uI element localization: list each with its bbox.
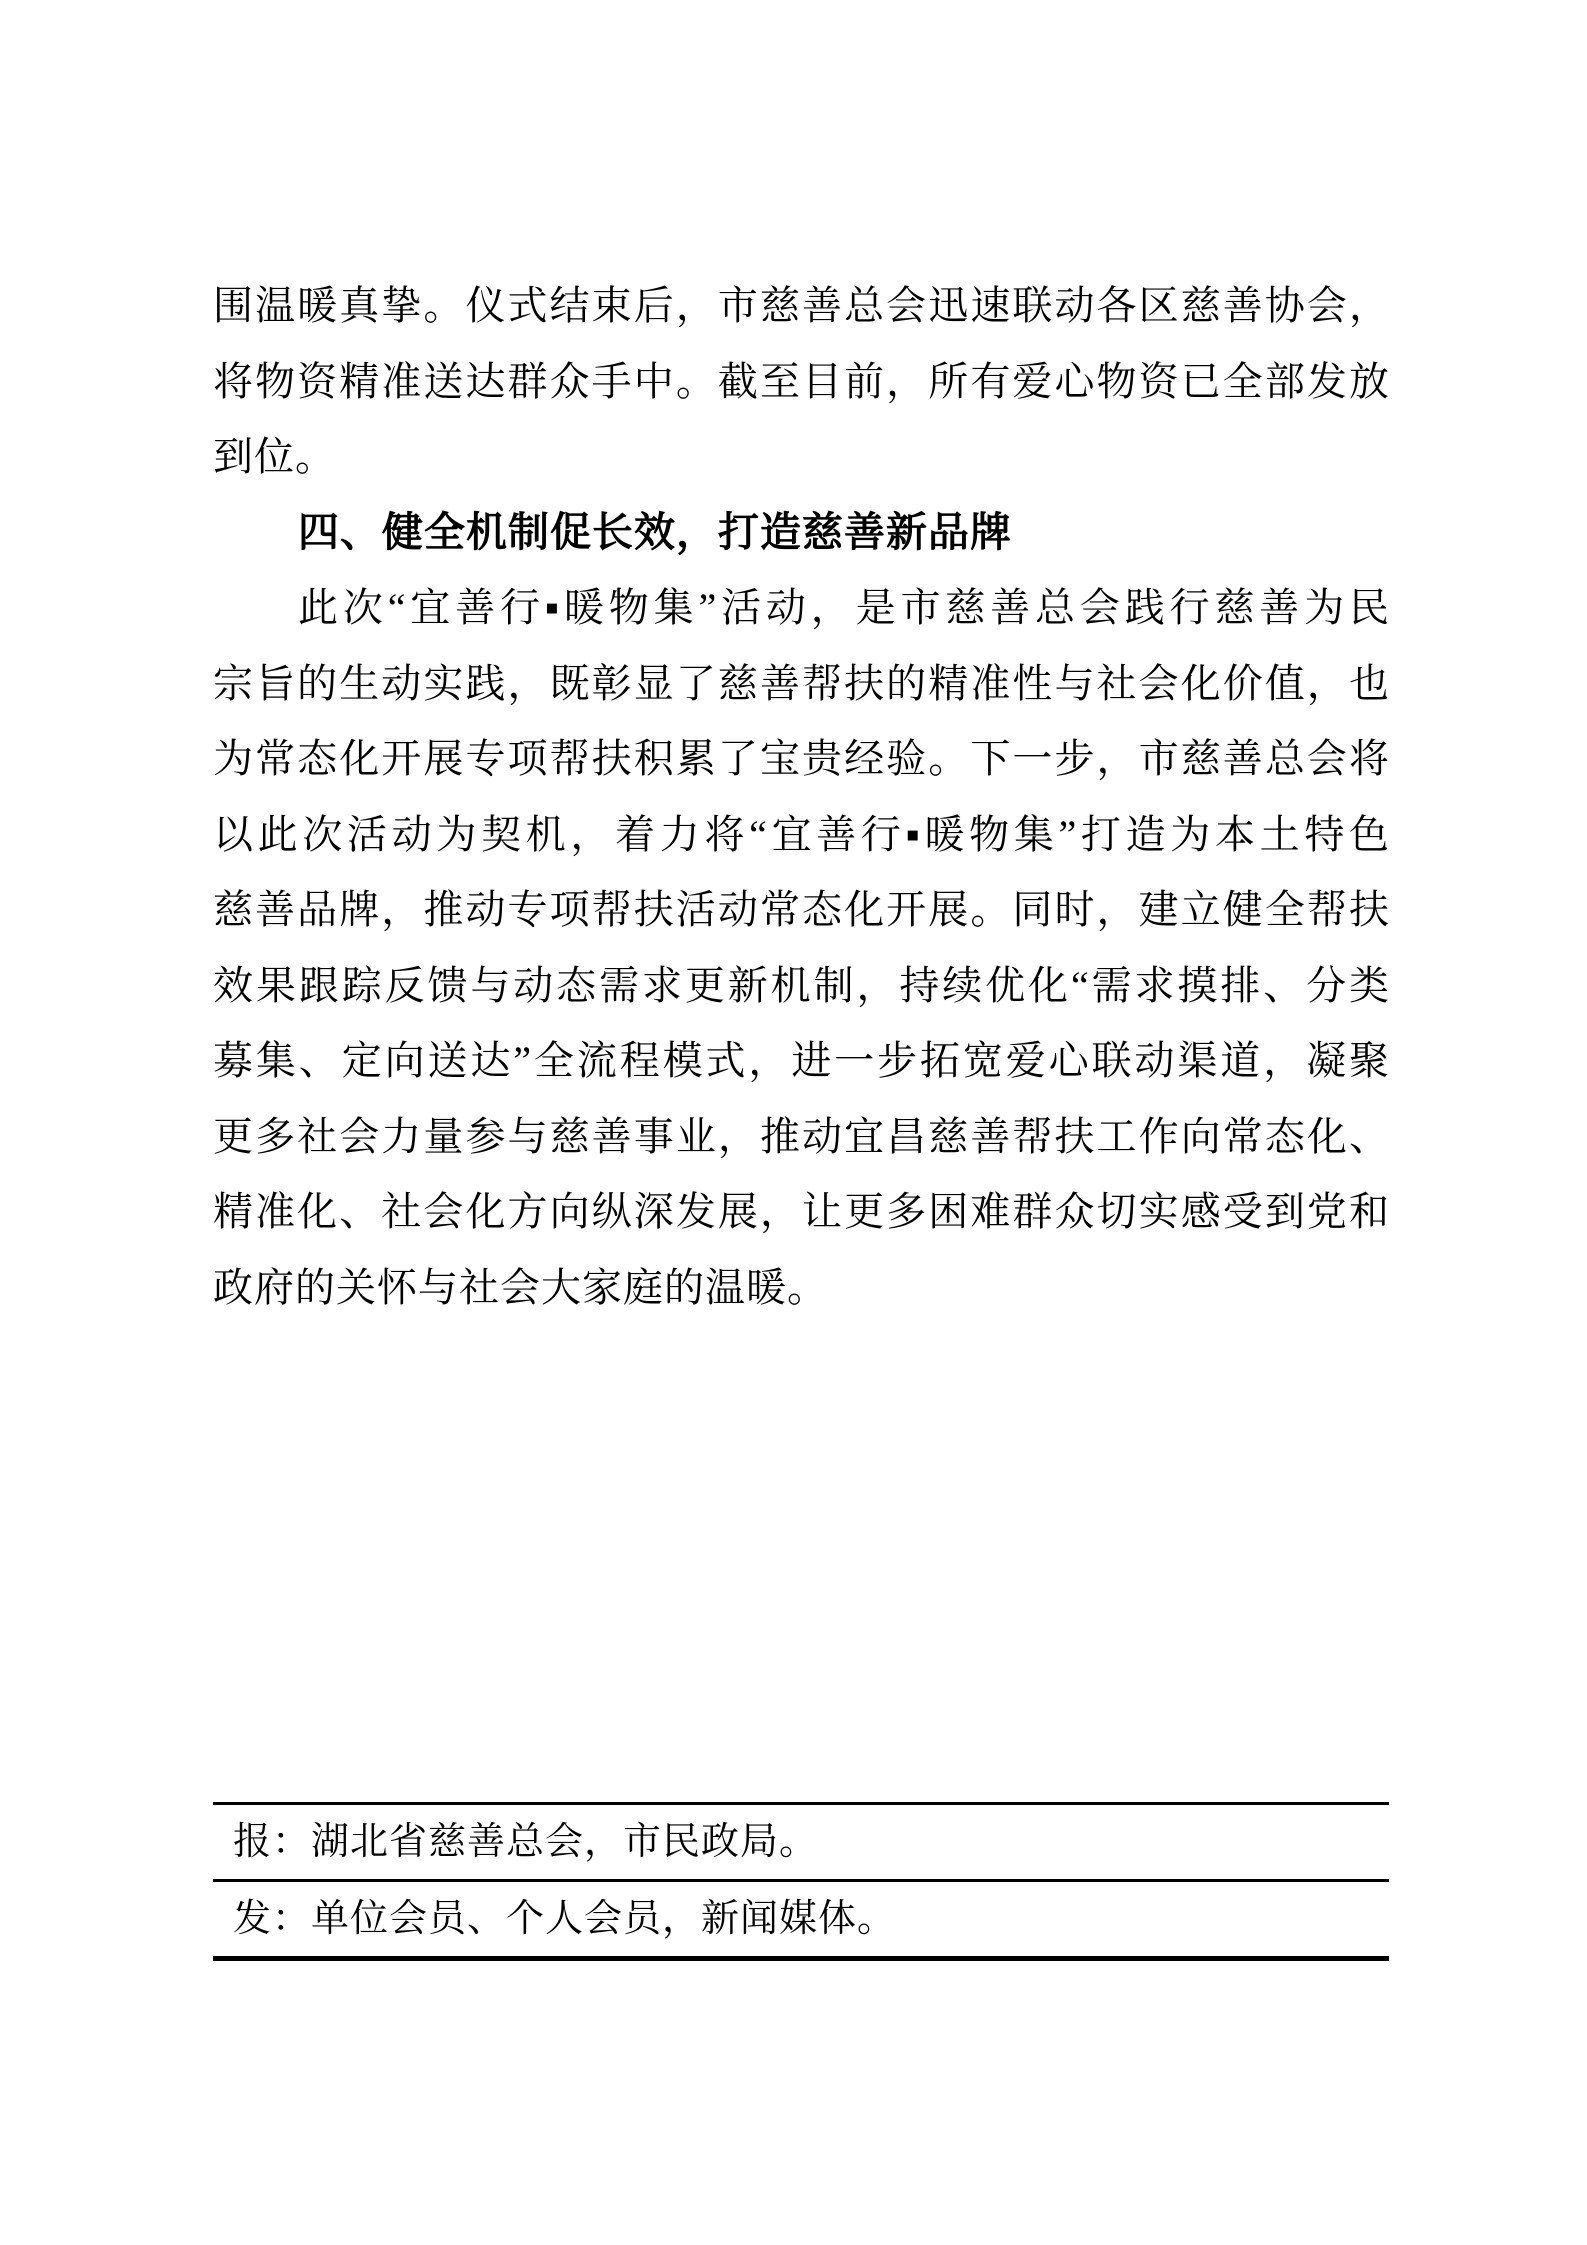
body-line: 围温暖真挚。仪式结束后，市慈善总会迅速联动各区慈善协会， bbox=[213, 283, 1390, 328]
body-line: 政府的关怀与社会大家庭的温暖。 bbox=[213, 1264, 828, 1310]
body-line: 宗旨的生动实践，既彰显了慈善帮扶的精准性与社会化价值，也 bbox=[213, 660, 1390, 706]
body-line: 募集、定向送达”全流程模式，进一步拓宽爱心联动渠道，凝聚 bbox=[213, 1038, 1390, 1083]
body-line: 更多社会力量参与慈善事业，推动宜昌慈善帮扶工作向常态化、 bbox=[213, 1113, 1390, 1159]
footer-report-row: 报：湖北省慈善总会，市民政局。 bbox=[233, 1821, 819, 1863]
footer-bottom-rule bbox=[213, 1956, 1389, 1961]
body-line: 效果跟踪反馈与动态需求更新机制，持续优化“需求摸排、分类 bbox=[213, 962, 1390, 1008]
body-line: 慈善品牌，推动专项帮扶活动常态化开展。同时，建立健全帮扶 bbox=[213, 887, 1390, 932]
document-body bbox=[213, 268, 1390, 1325]
body-line: 此次“宜善行▪暖物集”活动，是市慈善总会践行慈善为民 bbox=[298, 585, 1390, 630]
body-line: 为常态化开展专项帮扶积累了宝贵经验。下一步，市慈善总会将 bbox=[213, 736, 1390, 781]
body-line: 到位。 bbox=[213, 434, 336, 479]
body-line: 将物资精准送达群众手中。截至目前，所有爱心物资已全部发放 bbox=[213, 358, 1390, 404]
section-heading: 四、健全机制促长效，打造慈善新品牌 bbox=[298, 508, 1012, 555]
body-line: 精准化、社会化方向纵深发展，让更多困难群众切实感受到党和 bbox=[213, 1189, 1390, 1234]
body-line: 以此次活动为契机，着力将“宜善行▪暖物集”打造为本土特色 bbox=[213, 811, 1390, 857]
footer-distribute-row: 发：单位会员、个人会员，新闻媒体。 bbox=[233, 1898, 897, 1940]
